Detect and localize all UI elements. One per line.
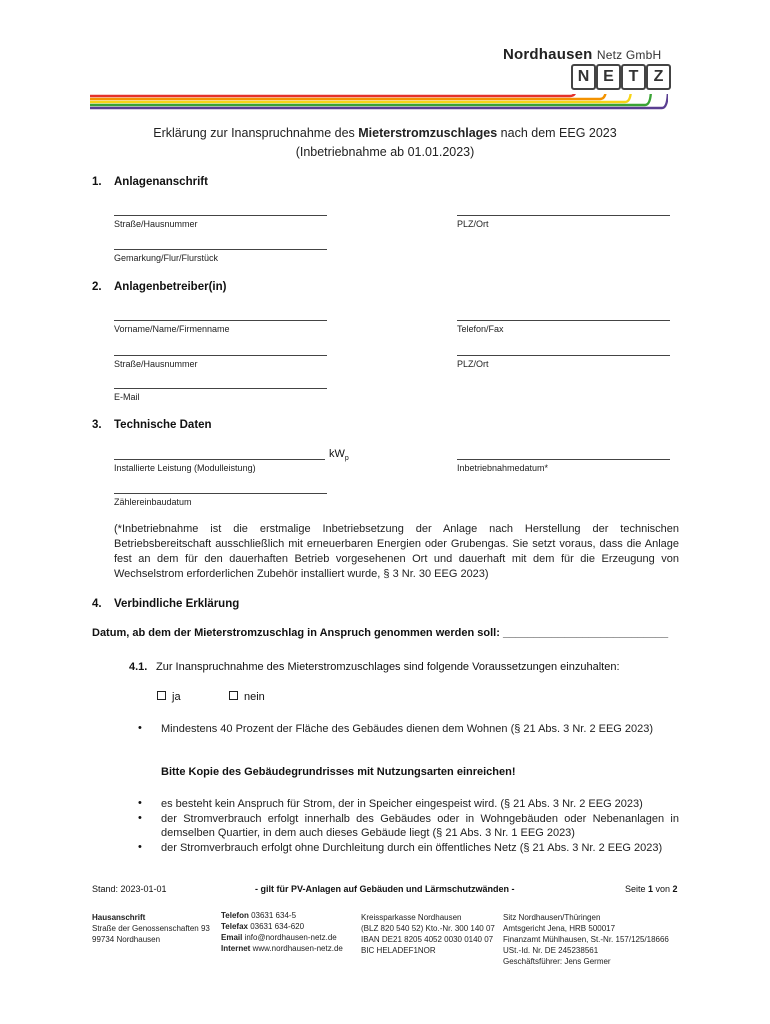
footer-stand: Stand: 2023-01-01 [92,884,167,894]
legal-court: Amtsgericht Jena, HRB 500017 [503,924,616,933]
checkbox-no-label: nein [244,691,265,703]
tel-label: Telefon [221,911,249,920]
section-3-heading [92,419,212,431]
operator-street-label: Straße/Hausnummer [114,359,198,369]
address-city: 99734 Nordhausen [92,935,161,944]
parcel-input-line[interactable] [114,249,327,250]
street-label: Straße/Hausnummer [114,219,198,229]
commissioning-date-label: Inbetriebnahmedatum* [457,463,549,473]
bank-iban: IBAN DE21 8205 4052 0030 0140 07 [361,935,494,944]
legal-tax-office: Finanzamt Mühlhausen, St.-Nr. 157/125/18666 [503,935,669,944]
legal-managing-director: Geschäftsführer: Jens Germer [503,957,611,966]
page-pre: Seite [625,884,649,894]
logo-letter-t: T [621,64,646,90]
footer-page-number [625,884,678,894]
bullet-dot-icon: • [138,841,142,853]
floor-plan-copy-note: Bitte Kopie des Gebäudegrundrisses mit Nutzungsarten einreichen! [161,766,516,778]
bank-bic: BIC HELADEF1NOR [361,946,436,955]
meter-date-label: Zählereinbaudatum [114,497,192,507]
zip-city-input-line[interactable] [457,215,670,216]
start-date-prompt[interactable]: Datum, ab dem der Mieterstromzuschlag in Anspruch genommen werden soll: ___________________________ [92,627,669,639]
operator-street-input-line[interactable] [114,355,327,356]
page-total: 2 [672,884,678,894]
mail-label: Email [221,933,243,942]
address-street: Straße der Genossenschaften 93 [92,924,210,933]
bullet-no-public-grid: der Stromverbrauch erfolgt ohne Durchleitung durch ein öffentliches Netz (§ 21 Abs. 3 Nr. 2 EEG 2023) [161,842,663,854]
section-3-number: 3. [92,419,102,431]
operator-zip-input-line[interactable] [457,355,670,356]
commissioning-note: (*Inbetriebnahme ist die erstmalige Inbetriebsetzung der Anlage nach Herstellung der technischen Betriebsbereitschaft ausschließlich mit erneuerbaren Energien oder Grubengas. Sie setzt voraus, dass die Anlage fest an dem für den dauerhaften Betrieb vorgesehenen Ort und dauerhaft mit dem für die Erzeugung von Wechselstrom erforderlichen Zubehör installiert wurde, § 3 Nr. 30 EEG 2023) [114,523,679,580]
name-label: Vorname/Name/Firmenname [114,324,230,334]
checkbox-no[interactable] [229,691,265,703]
power-unit [329,448,349,462]
name-input-line[interactable] [114,320,327,321]
commissioning-date-input-line[interactable] [457,459,670,460]
checkbox-yes-label: ja [172,691,181,703]
logo-stripes [90,94,668,110]
bullet-dot-icon: • [138,797,142,809]
title-bold: Mieterstromzuschlages [358,126,498,140]
subsection-4-1-number: 4.1. [129,661,148,673]
email-input-line[interactable] [114,388,327,389]
checkbox-no-box-icon[interactable] [229,691,238,700]
checkbox-yes[interactable] [157,691,181,703]
web-value: www.nordhausen-netz.de [250,944,343,953]
phone-input-line[interactable] [457,320,670,321]
street-input-line[interactable] [114,215,327,216]
legal-seat: Sitz Nordhausen/Thüringen [503,913,601,922]
section-1-heading [92,176,208,188]
tel-value: 03631 634-5 [248,911,297,920]
power-input-line[interactable] [114,459,325,460]
subsection-4-1 [129,661,620,673]
company-logo-name [503,46,661,63]
section-4-number: 4. [92,598,102,610]
document-subtitle: (Inbetriebnahme ab 01.01.2023) [295,145,475,159]
page-mid: von [653,884,673,894]
footer-contact [221,910,343,954]
bullet-storage: es besteht kein Anspruch für Strom, der in Speicher eingespeist wird. (§ 21 Abs. 3 Nr. 2 EEG 2023) [161,798,643,810]
zip-city-label: PLZ/Ort [457,219,489,229]
bullet-consumption-location: der Stromverbrauch erfolgt innerhalb des Gebäudes oder in Wohngebäuden oder Nebenanlagen in demselben Quartier, in dem auch dieses Gebäude liegt (§ 21 Abs. 3 Nr. 1 EEG 2023) [161,813,679,839]
stripe-red [90,94,576,96]
legal-vat-id: USt.-Id. Nr. DE 245238561 [503,946,599,955]
fax-label: Telefax [221,922,248,931]
section-4-heading [92,598,239,610]
address-heading: Hausanschrift [92,913,146,922]
parcel-label: Gemarkung/Flur/Flurstück [114,253,219,263]
title-post: nach dem EEG 2023 [497,126,617,140]
document-title [0,126,770,140]
subsection-4-1-text: Zur Inanspruchnahme des Mieterstromzuschlages sind folgende Voraussetzungen einzuhalten: [156,661,620,673]
logo-letter-n: N [571,64,596,90]
footer-center-note: - gilt für PV-Anlagen auf Gebäuden und Lärmschutzwänden - [255,884,515,894]
bullet-dot-icon: • [138,722,142,734]
footer-bank [361,912,495,956]
email-label: E-Mail [114,392,140,402]
mail-value: info@nordhausen-netz.de [242,933,337,942]
title-pre: Erklärung zur Inanspruchnahme des [153,126,359,140]
section-2-heading [92,281,226,293]
footer-legal [503,912,669,967]
section-2-number: 2. [92,281,102,293]
operator-zip-label: PLZ/Ort [457,359,489,369]
web-label: Internet [221,944,251,953]
bank-account: (BLZ 820 540 52) Kto.-Nr. 300 140 07 [361,924,495,933]
section-3-title: Technische Daten [114,419,212,431]
footer-address [92,912,210,945]
section-2-title: Anlagenbetreiber(in) [114,281,227,293]
meter-date-input-line[interactable] [114,493,327,494]
company-name: Nordhausen [503,46,593,63]
power-unit-text: kW [329,448,345,460]
section-1-title: Anlagenanschrift [114,176,208,188]
logo-letter-e: E [596,64,621,90]
section-4-title: Verbindliche Erklärung [114,598,240,610]
bank-name: Kreissparkasse Nordhausen [361,913,462,922]
company-suffix: Netz GmbH [596,48,662,62]
checkbox-yes-box-icon[interactable] [157,691,166,700]
power-unit-sub: p [344,455,349,463]
section-1-number: 1. [92,176,102,188]
bullet-dot-icon: • [138,812,142,824]
bullet-living-space: Mindestens 40 Prozent der Fläche des Gebäudes dienen dem Wohnen (§ 21 Abs. 3 Nr. 2 EEG 2023) [161,723,654,735]
fax-value: 03631 634-620 [247,922,305,931]
logo-letter-z: Z [646,64,671,90]
power-label: Installierte Leistung (Modulleistung) [114,463,256,473]
page-current: 1 [648,884,654,894]
phone-label: Telefon/Fax [457,324,504,334]
